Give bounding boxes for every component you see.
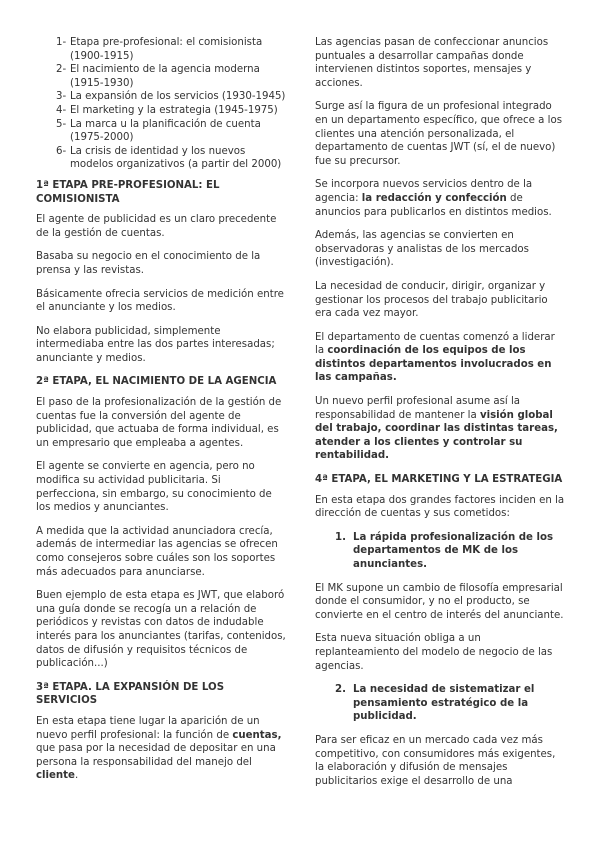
paragraph: Esta nueva situación obliga a un replanteamiento del modelo de negocio de las agencias. — [315, 633, 553, 672]
phases-list — [36, 36, 286, 172]
phase-item: 4- El marketing y la estrategia (1945-1975) — [56, 104, 278, 116]
paragraph: Las agencias pasan de confeccionar anuncios puntuales a desarrollar campañas donde intervienen distintos soportes, mensajes y acciones. — [315, 37, 549, 89]
paragraph: En esta etapa dos grandes factores inciden en la dirección de cuentas y sus cometidos: — [315, 494, 565, 520]
paragraph: Surge así la figura de un profesional integrado en un departamento específico, que ofrece a los clientes una atención personalizada, el departamento de cuentas JWT (sí, el de nuevo) fue su precursor. — [315, 101, 563, 167]
phase-item: 5- La marca u la planificación de cuenta (1975-2000) — [56, 118, 261, 144]
phase-item: 6- La crisis de identidad y los nuevos modelos organizativos (a partir del 2000) — [56, 145, 282, 171]
paragraph: Se incorpora nuevos servicios dentro de la agencia: la redacción y confección de anuncios para publicarlos en distintos medios. — [315, 179, 552, 218]
section-heading: 3ª ETAPA. LA EXPANSIÓN DE LOS SERVICIOS — [36, 681, 225, 707]
paragraph: Un nuevo perfil profesional asume así la responsabilidad de mantener la visión global del trabajo, coordinar las distintas tareas, atender a los clientes y controlar su rentabilidad. — [315, 396, 558, 462]
paragraph: A medida que la actividad anunciadora crecía, además de intermediar las agencias se ofrecen como consejeros sobre cuáles son los soportes más adecuados para anunciarse. — [36, 525, 278, 578]
paragraph: El paso de la profesionalización de la gestión de cuentas fue la conversión del agente de publicidad, que actuaba de forma individual, es un empresario que empleaba a agentes. — [36, 397, 282, 449]
paragraph: Básicamente ofrecia servicios de medición entre el anunciante y los medios. — [36, 288, 284, 314]
paragraph: El agente de publicidad es un claro precedente de la gestión de cuentas. — [36, 214, 277, 239]
paragraph: El agente se convierte en agencia, pero no modifica su actividad publicitaria. Si perfecciona, sin embargo, su conocimiento de los medios y anunciantes. — [36, 461, 272, 514]
phase-item: 1- Etapa pre-profesional: el comisionista (1900-1915) — [56, 37, 263, 62]
factor-item: 1. La rápida profesionalización de los departamentos de MK de los anunciantes. — [335, 531, 554, 570]
phase-item: 2- El nacimiento de la agencia moderna (1915-1930) — [56, 64, 260, 89]
paragraph: En esta etapa tiene lugar la aparición de un nuevo perfil profesional: la función de cuentas, que pasa por la necesidad de depositar en una persona la responsabilidad del manejo del cliente. — [36, 715, 282, 782]
paragraph: El MK supone un cambio de filosofía empresarial donde el consumidor, y no el producto, se convierte en el centro de interés del anunciante. — [315, 582, 564, 621]
paragraph: No elabora publicidad, simplemente intermediaba entre las dos partes interesadas; anunciante y medios. — [36, 325, 275, 364]
paragraph: Además, las agencias se convierten en observadoras y analistas de los mercados (investigación). — [315, 230, 529, 269]
paragraph: Para ser eficaz en un mercado cada vez más competitivo, con consumidores más exigentes, la elaboración y difusión de mensajes publicitarios exige el desarrollo de una — [315, 734, 556, 787]
paragraph: El departamento de cuentas comenzó a liderar la coordinación de los equipos de los distintos departamentos involucrados en las campañas. — [315, 331, 555, 384]
paragraph: Buen ejemplo de esta etapa es JWT, que elaboró una guía donde se recogía un a relación de periódicos y revistas con datos de indudable interés para los anunciantes (tarifas, contenidos, datos de difusión y requisitos técnicos de publicación...) — [36, 590, 286, 670]
section-heading: 1ª ETAPA PRE-PROFESIONAL: EL COMISIONISTA — [36, 179, 220, 205]
factor-item: 2. La necesidad de sistematizar el pensamiento estratégico de la publicidad. — [335, 684, 535, 723]
section-heading: 4ª ETAPA, EL MARKETING Y LA ESTRATEGIA — [315, 474, 563, 486]
section-heading: 2ª ETAPA, EL NACIMIENTO DE LA AGENCIA — [36, 376, 277, 388]
paragraph: Basaba su negocio en el conocimiento de la prensa y las revistas. — [36, 251, 261, 276]
paragraph: La necesidad de conducir, dirigir, organizar y gestionar los procesos del trabajo publicitario era cada vez mayor. — [315, 280, 548, 320]
phase-item: 3- La expansión de los servicios (1930-1945) — [56, 91, 286, 103]
left-column — [36, 36, 286, 793]
right-column — [315, 36, 565, 798]
